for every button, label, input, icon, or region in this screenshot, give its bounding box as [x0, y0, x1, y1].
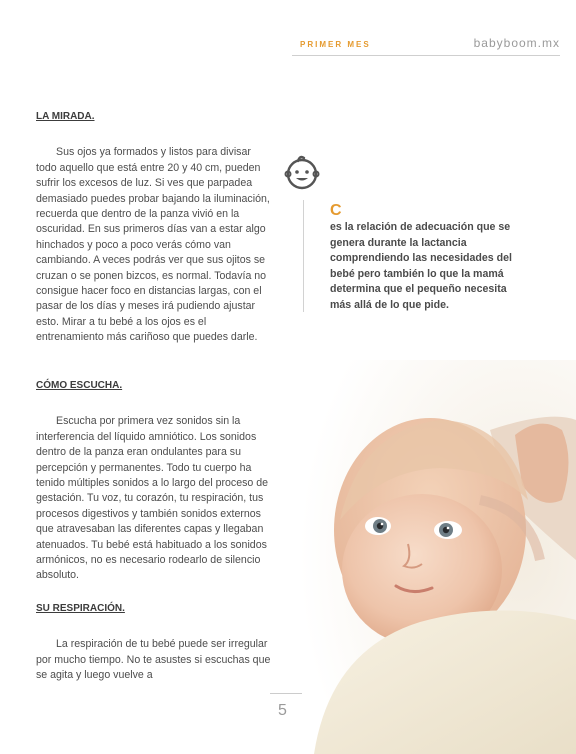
pull-quote: [330, 202, 520, 313]
paragraph-escucha: Escucha por primera vez sonidos sin la interferencia del líquido amniótico. Los sonidos dentro de la panza eran ondulantes para su percepción y permanentes. Todo tu cuerpo ha tenido múltiples sonidos a lo largo del proceso de gestación. Tu voz, tu corazón, tu respiración, tus procesos digestivos y también sonidos externos que atravesaban las diferentes capas y llegaban atenuados. Tu bebé está habituado a los sonidos armónicos, no es necesario rodearlo de silencio absoluto.: [36, 415, 269, 582]
baby-face-icon: [282, 152, 322, 192]
quote-divider: [303, 200, 304, 312]
paragraph-mirada: Sus ojos ya formados y listos para divisar todo aquello que está entre 20 y 40 cm, pueden sufrir los excesos de luz. Si ves que parpadea demasiado puedes probar bajando la iluminación, recuerda que dentro de la panza vivió en la oscuridad. En sus primeros días van a estar algo hinchados y poco a poco verás cómo van cambiando. A veces podrás ver que sus ojitos se cruzan o se ponen bizcos, es normal. Todavía no consigue hacer foco en distancias largas, con el pasar de los días y meses irá pudiendo ajustar esto. Mirar a tu bebé a los ojos es el entrenamiento más cariñoso que puedes darle.: [36, 146, 270, 344]
baby-photo: [300, 360, 576, 754]
section-respiracion: [36, 601, 274, 684]
page-number: 5: [278, 702, 287, 719]
paragraph-respiracion: La respiración de tu bebé puede ser irregular por mucho tiempo. No te asustes si escuchas que se agita y luego vuelve a: [36, 638, 271, 682]
header-rule: [292, 55, 560, 56]
section-label: PRIMER MES: [300, 40, 371, 49]
quote-initial: C: [330, 202, 342, 219]
section-escucha: [36, 378, 274, 584]
site-name: babyboom.mx: [473, 36, 560, 50]
footer-rule: [270, 693, 302, 694]
quote-text: es la relación de adecuación que se genera durante la lactancia comprendiendo las necesidades del bebé pero también lo que la mamá determina que el pequeño necesita más allá de lo que pide.: [330, 221, 512, 311]
heading-respiracion: SU RESPIRACIÓN.: [36, 603, 125, 614]
section-mirada: [36, 109, 274, 346]
heading-mirada: LA MIRADA.: [36, 111, 95, 122]
page-header: [292, 38, 560, 56]
heading-escucha: CÓMO ESCUCHA.: [36, 380, 123, 391]
